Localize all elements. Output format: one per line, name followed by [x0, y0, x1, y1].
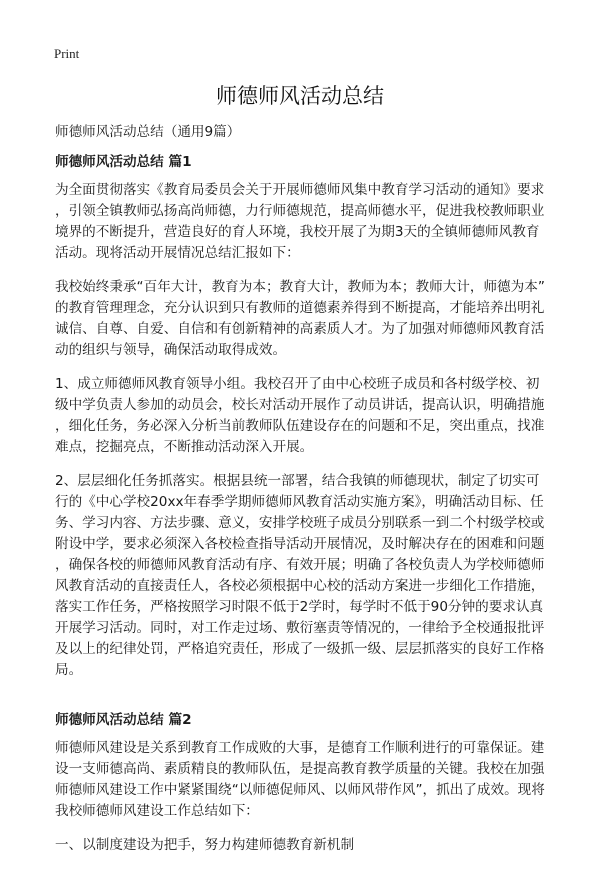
- paragraph-line: 开展学习活动。同时，对工作走过场、敷衍塞责等情况的，一律给予全校通报批评: [55, 620, 545, 636]
- page-title: 师德师风活动总结: [216, 84, 384, 108]
- document-body: [55, 122, 555, 869]
- paragraph-line: 我校始终秉承“百年大计，教育为本；教育大计，教师为本；教师大计，师德为本”: [55, 279, 545, 295]
- paragraph-line: 附设中学，要求必须深入各校检查指导活动开展情况，及时解决存在的困难和问题: [55, 536, 545, 552]
- paragraph-line: 难点，挖掘亮点，不断推动活动深入开展。: [55, 439, 314, 455]
- paragraph-line: 设一支师德高尚、素质精良的教师队伍，是提高教育教学质量的关键。我校在加强: [55, 761, 545, 777]
- paragraph-line: 一、以制度建设为把手，努力构建师德教育新机制: [55, 837, 355, 853]
- section-heading: 师德师风活动总结 篇1: [55, 154, 192, 170]
- paragraph-line: 及以上的纪律处罚，严格追究责任，形成了一级抓一级、层层抓落实的良好工作格: [55, 641, 545, 657]
- paragraph-line: 动的组织与领导，确保活动取得成效。: [55, 342, 287, 358]
- paragraph: [55, 738, 555, 822]
- section-heading: 师德师风活动总结 篇2: [55, 712, 192, 728]
- paragraph-line: 务、学习内容、方法步骤、意义，安排学校班子成员分别联系一到二个村级学校或: [55, 515, 545, 531]
- paragraph: [55, 471, 555, 681]
- paragraph: [55, 835, 555, 856]
- paragraph-line: 风教育活动的直接责任人，各校必须根据中心校的活动方案进一步细化工作措施，: [55, 578, 545, 594]
- paragraph: [55, 374, 555, 458]
- paragraph-line: 1、成立师德师风教育领导小组。我校召开了由中心校班子成员和各村级学校、初: [55, 376, 540, 392]
- print-link[interactable]: Print: [54, 46, 80, 61]
- paragraph-line: ，引领全镇教师弘扬高尚师德，力行师德规范，提高师德水平，促进我校教师职业: [55, 203, 545, 219]
- paragraph-line: 境界的不断提升，营造良好的育人环境，我校开展了为期3天的全镇师德师风教育: [55, 224, 540, 240]
- paragraph-line: 师德师风建设是关系到教育工作成败的大事，是德育工作顺利进行的可靠保证。建: [55, 740, 545, 756]
- paragraph-line: 诚信、自尊、自爱、自信和有创新精神的高素质人才。为了加强对师德师风教育活: [55, 321, 545, 337]
- paragraph-line: 为全面贯彻落实《教育局委员会关于开展师德师风集中教育学习活动的通知》要求: [55, 182, 545, 198]
- paragraph-line: ，细化任务，务必深入分析当前教师队伍建设存在的问题和不足，突出重点，找准: [55, 418, 545, 434]
- paragraph: [55, 180, 555, 264]
- paragraph-line: 局。: [55, 662, 83, 678]
- paragraph-line: 我校师德师风建设工作总结如下：: [55, 803, 259, 819]
- paragraph-line: ，确保各校的师德师风教育活动有序、有效开展；明确了各校负责人为学校师德师: [55, 557, 545, 573]
- paragraph-line: 落实工作任务，严格按照学习时限不低于2学时，每学时不低于90分钟的要求认真: [55, 599, 544, 615]
- paragraph-line: 师德师风建设工作中紧紧围绕“以师德促师风、以师风带作风”，抓出了成效。现将: [55, 782, 545, 798]
- paragraph-line: 2、层层细化任务抓落实。根据县统一部署，结合我镇的师德现状，制定了切实可: [55, 473, 540, 489]
- paragraph-line: 活动。现将活动开展情况总结汇报如下：: [55, 245, 300, 261]
- paragraph: [55, 277, 555, 361]
- paragraph-line: 的教育管理理念，充分认识到只有教师的道德素养得到不断提高，才能培养出明礼: [55, 300, 545, 316]
- document-subtitle: 师德师风活动总结（通用9篇）: [55, 124, 241, 140]
- section-spacer: [55, 694, 555, 710]
- paragraph-line: 级中学负责人参加的动员会，校长对活动开展作了动员讲话，提高认识，明确措施: [55, 397, 545, 413]
- paragraph-line: 行的《中心学校20xx年春季学期师德师风教育活动实施方案》，明确活动目标、任: [55, 494, 544, 510]
